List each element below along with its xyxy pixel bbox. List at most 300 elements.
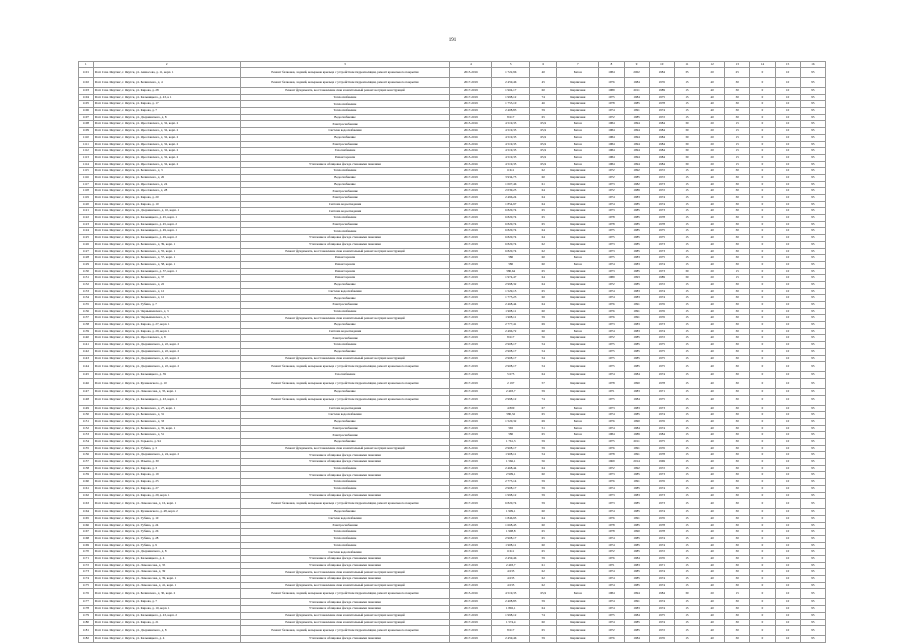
table-cell: 30 (725, 388, 750, 395)
table-cell: 1978 (599, 221, 624, 228)
table-cell: 62 (530, 582, 557, 589)
table-cell: 0 (750, 308, 775, 315)
table-cell: 1976 (649, 556, 674, 563)
table-cell: 10 (775, 208, 800, 215)
table-cell: Теплоснабжение (240, 479, 450, 486)
table-cell: 1 908,11 (492, 308, 530, 315)
table-cell: 40 (700, 181, 725, 188)
table-cell: 95 (800, 499, 825, 509)
table-cell: 1991 (624, 452, 649, 459)
table-row (79, 161, 826, 168)
table-cell: 0 (750, 101, 775, 108)
table-cell: 1974 (649, 328, 674, 335)
table-cell: 1985 (624, 335, 649, 342)
table-cell: 10 (775, 362, 800, 372)
table-cell: 95 (800, 582, 825, 589)
table-cell: 0 (750, 556, 775, 563)
table-cell: 60 (530, 261, 557, 268)
table-cell: 2 908,17 (492, 535, 530, 542)
table-cell: 1135 (79, 302, 94, 309)
table-cell: 1133 (79, 288, 94, 295)
table-cell: Респ Саха /Якутия/, г. Якутск, ул. Кальвицкого, д. 39 (93, 372, 240, 379)
table-cell: 1978 (649, 529, 674, 536)
table-cell: 1973 (649, 181, 674, 188)
table-cell: 6 820,74 (492, 221, 530, 228)
table-cell: 2017-2019 (450, 255, 492, 262)
table-cell: 2017-2019 (450, 195, 492, 202)
table-cell: 1973 (649, 492, 674, 499)
table-cell: 1974 (649, 425, 674, 432)
table-cell: Респ Саха /Якутия/, г. Якутск, ул. Ильича, д. 30 (93, 459, 240, 466)
table-cell: Респ Саха /Якутия/, г. Якутск, ул. Кирова, д. 29, корп. 1 (93, 492, 240, 499)
table-cell: 30 (725, 348, 750, 355)
table-cell: 30 (725, 355, 750, 362)
table-row (79, 606, 826, 613)
table-cell: 1972 (649, 335, 674, 342)
table-cell: 0 (750, 515, 775, 522)
table-cell: 95 (800, 492, 825, 499)
table-cell: 40 (700, 342, 725, 349)
table-cell: 1985 (624, 522, 649, 529)
table-cell: 1985 (624, 549, 649, 556)
table-cell: 1974 (649, 582, 674, 589)
table-row (79, 589, 826, 599)
table-cell: 1106 (79, 108, 94, 115)
table-cell: 95 (800, 241, 825, 248)
table-cell: 0 (750, 188, 775, 195)
table-cell: 59 (530, 445, 557, 452)
table-cell: 1154 (79, 439, 94, 446)
table-cell: 15 (674, 388, 699, 395)
table-cell: 0 (750, 626, 775, 636)
table-cell: 2017-2019 (450, 362, 492, 372)
table-cell: 1985 (624, 485, 649, 492)
table-cell: 15 (674, 108, 699, 115)
table-cell: 1985 (624, 348, 649, 355)
table-cell: 74 (530, 94, 557, 101)
table-cell: 54 (530, 362, 557, 372)
table-cell: 0 (750, 522, 775, 529)
table-cell: 10 (775, 348, 800, 355)
table-cell: 580 (492, 261, 530, 268)
table-cell: Респ Саха /Якутия/, г. Якутск, ул. Ярославского, д. 32, корп. 2 (93, 148, 240, 155)
table-cell: 40 (700, 88, 725, 95)
table-cell: Ремонт фундамента, восстановление сваи и капитальный ремонт несущих конструкций (240, 619, 450, 626)
table-cell: 2017-2019 (450, 308, 492, 315)
table-cell: 2015-2016 (450, 161, 492, 168)
table-cell: 15 (725, 121, 750, 128)
table-cell: 1 574,4 (492, 619, 530, 626)
table-cell: 15 (674, 515, 699, 522)
table-cell: Респ Саха /Якутия/, г. Якутск, ул. Кирова, д. 20 (93, 195, 240, 202)
table-cell: 1974 (599, 599, 624, 606)
table-cell: 2017-2019 (450, 228, 492, 235)
table-cell: 2017-2019 (450, 485, 492, 492)
table-cell: 40 (700, 255, 725, 262)
column-header: 7 (557, 62, 599, 68)
table-cell: 15 (674, 308, 699, 315)
table-cell: 30 (725, 472, 750, 479)
table-cell: Утепление и облицовка фасада стеновыми панелями (240, 241, 450, 248)
table-cell: 15 (674, 485, 699, 492)
table-row (79, 499, 826, 509)
table-row (79, 388, 826, 395)
table-cell: 2 468,44 (492, 302, 530, 309)
table-cell: 2017-2019 (450, 542, 492, 549)
table-cell: 2 908,17 (492, 348, 530, 355)
table-cell: Кирпичная (557, 599, 599, 606)
table-cell: 15 (674, 355, 699, 362)
table-cell: 10 (775, 465, 800, 472)
table-cell: 1122 (79, 215, 94, 222)
table-cell: 15 (725, 154, 750, 161)
table-cell: 1105 (79, 101, 94, 108)
table-cell: Респ Саха /Якутия/, г. Якутск, ул. Кальвицкого, д. 43, корп. 1 (93, 395, 240, 405)
table-cell: 1144 (79, 362, 94, 372)
table-cell: 0 (750, 432, 775, 439)
table-row (79, 445, 826, 452)
table-cell: 1984 (599, 589, 624, 599)
table-cell: 2017-2019 (450, 439, 492, 446)
table-cell: 1994 (624, 134, 649, 141)
table-cell: 30 (674, 141, 699, 148)
table-cell: 1985 (624, 626, 649, 636)
table-cell: Респ Саха /Якутия/, г. Якутск, ул. Аммосова, д. 11, корп. 1 (93, 68, 240, 78)
table-cell: 1989 (649, 88, 674, 95)
table-cell: 64 (530, 302, 557, 309)
table-cell: 1179 (79, 612, 94, 619)
table-cell: 65 (530, 432, 557, 439)
table-cell: 0 (750, 372, 775, 379)
table-row (79, 576, 826, 583)
table-cell: 1181 (79, 626, 94, 636)
table-cell: 30 (725, 425, 750, 432)
table-cell: 8 617 (492, 335, 530, 342)
table-cell: 1978 (599, 522, 624, 529)
table-cell: Теплоснабжение (240, 101, 450, 108)
table-cell: 1974 (599, 606, 624, 613)
table-cell: 10 (775, 235, 800, 242)
table-cell: 15 (674, 556, 699, 563)
table-cell: 1993 (624, 275, 649, 282)
table-cell: 40 (700, 445, 725, 452)
table-cell: 1974 (599, 619, 624, 626)
table-cell: 10 (775, 542, 800, 549)
table-cell: 10 (775, 619, 800, 626)
table-cell: 1983 (624, 255, 649, 262)
table-cell: 2 909,1 (492, 472, 530, 479)
table-cell: 1974 (599, 195, 624, 202)
table-cell: Система водоснабжения (240, 412, 450, 419)
table-cell: 2017-2019 (450, 606, 492, 613)
table-cell: 15 (674, 88, 699, 95)
table-cell: 1973 (599, 472, 624, 479)
table-cell: 1985 (624, 542, 649, 549)
table-cell: 2 459,46 (492, 636, 530, 643)
table-row (79, 221, 826, 228)
table-cell: 1975 (649, 235, 674, 242)
table-cell: 1174 (79, 576, 94, 583)
table-cell: 95 (800, 479, 825, 486)
table-cell: 1976 (599, 445, 624, 452)
table-cell: 1994 (624, 141, 649, 148)
table-cell: 15 (674, 295, 699, 302)
table-cell: 10 (775, 479, 800, 486)
table-cell: 1972 (649, 188, 674, 195)
table-cell: Респ Саха /Якутия/, г. Якутск, ул. Белинского, д. 3 (93, 168, 240, 175)
table-cell: 0 (750, 268, 775, 275)
table-cell: 1985 (624, 355, 649, 362)
table-cell: 95 (800, 215, 825, 222)
table-cell: 0 (750, 235, 775, 242)
table-cell: 1159 (79, 472, 94, 479)
table-cell: 1142 (79, 348, 94, 355)
table-cell: Электроснабжение (240, 188, 450, 195)
table-cell: 2015-2016 (450, 68, 492, 78)
table-cell: 2017-2019 (450, 241, 492, 248)
table-cell: 30 (725, 295, 750, 302)
table-cell: 60 (530, 255, 557, 262)
table-cell: 1972 (599, 188, 624, 195)
table-cell: 15 (674, 472, 699, 479)
table-cell: Респ Саха /Якутия/, г. Якутск, ул. Дзержинского, д. 8 (93, 114, 240, 121)
table-cell: 1990 (624, 529, 649, 536)
table-row (79, 395, 826, 405)
table-cell: 1975 (649, 94, 674, 101)
table-cell: 40 (700, 479, 725, 486)
table-cell: 30 (725, 418, 750, 425)
table-cell: 1985 (624, 241, 649, 248)
table-cell: Кирпичная (557, 208, 599, 215)
table-cell: 0 (750, 362, 775, 372)
table-cell: Утепление и облицовка фасада стеновыми панелями (240, 492, 450, 499)
table-cell: 0 (750, 168, 775, 175)
table-cell: Система водоснабжения (240, 549, 450, 556)
table-cell: 2017-2019 (450, 465, 492, 472)
table-cell: Бетон (557, 154, 599, 161)
table-cell: 1983 (624, 606, 649, 613)
table-cell: 40 (700, 241, 725, 248)
table-cell: 1153 (79, 432, 94, 439)
table-cell: 30 (725, 492, 750, 499)
table-cell: 2017-2019 (450, 522, 492, 529)
table-cell: Кирпичная (557, 485, 599, 492)
table-cell: Кирпичная (557, 362, 599, 372)
table-cell: 30 (725, 88, 750, 95)
table-cell: 1991 (624, 108, 649, 115)
table-cell: Респ Саха /Якутия/, г. Якутск, ул. Кулаковского, д. 48, корп. 2 (93, 509, 240, 516)
table-cell: 2 908,17 (492, 355, 530, 362)
table-cell: 1978 (599, 529, 624, 536)
table-cell: 95 (800, 576, 825, 583)
table-cell: 1985 (624, 342, 649, 349)
table-cell: 2017-2019 (450, 499, 492, 509)
table-cell: Бетон (557, 148, 599, 155)
table-cell: Кирпичная (557, 542, 599, 549)
table-cell: 1973 (649, 499, 674, 509)
table-cell: 40 (700, 215, 725, 222)
table-cell: 15 (674, 288, 699, 295)
table-cell: 40 (700, 472, 725, 479)
table-cell: 15 (674, 562, 699, 569)
table-cell: 1994 (624, 148, 649, 155)
table-cell: 2017-2019 (450, 372, 492, 379)
table-cell: 1978 (599, 452, 624, 459)
table-cell: 10 (775, 576, 800, 583)
table-cell: 0 (750, 154, 775, 161)
table-cell: Респ Саха /Якутия/, г. Якутск, ул. Ломоносова, д. 35, корп. 1 (93, 388, 240, 395)
column-header: 8 (599, 62, 624, 68)
table-row (79, 348, 826, 355)
table-row (79, 228, 826, 235)
table-cell: Утепление и облицовка фасада стеновыми панелями (240, 599, 450, 606)
table-cell: 1976 (599, 78, 624, 88)
table-cell: 1177 (79, 599, 94, 606)
table-cell: 1 998,12 (492, 94, 530, 101)
table-cell: Респ Саха /Якутия/, г. Якутск, ул. Губина, д. 7 (93, 302, 240, 309)
table-cell: 0 (750, 78, 775, 88)
table-cell: 2017-2019 (450, 88, 492, 95)
table-cell: 10 (775, 134, 800, 141)
table-cell: 95 (800, 201, 825, 208)
table-cell: Бетон (557, 161, 599, 168)
table-cell: 0 (750, 302, 775, 309)
table-cell: Респ Саха /Якутия/, г. Якутск, ул. Белинского, д. 51 (93, 432, 240, 439)
table-cell: 30 (725, 556, 750, 563)
table-cell: 1989 (599, 88, 624, 95)
table-row (79, 412, 826, 419)
table-row (79, 335, 826, 342)
table-cell: 2017-2019 (450, 201, 492, 208)
table-cell: 0 (750, 509, 775, 516)
table-cell: 10 (775, 322, 800, 329)
table-cell: 1991 (624, 308, 649, 315)
table-cell: 65,9 (530, 121, 557, 128)
table-cell: Кирпичная (557, 288, 599, 295)
table-cell: 65 (530, 288, 557, 295)
table-cell: 1 668,45 (492, 522, 530, 529)
table-cell: 1985 (624, 281, 649, 288)
table-cell: 6 820,74 (492, 215, 530, 222)
table-cell: 2017-2019 (450, 288, 492, 295)
table-cell: 65 (530, 412, 557, 419)
table-cell: 0 (750, 418, 775, 425)
table-cell: 1163 (79, 499, 94, 509)
table-cell: 60 (530, 295, 557, 302)
table-cell: Бетон (557, 134, 599, 141)
table-cell: 1978 (649, 378, 674, 388)
table-cell: 40 (700, 529, 725, 536)
table-cell: 15 (674, 362, 699, 372)
table-cell: Электроснабжение (240, 335, 450, 342)
table-cell: 2015-2016 (450, 134, 492, 141)
table-cell: 1989 (599, 275, 624, 282)
table-cell: Кирпичная (557, 195, 599, 202)
table-cell: 1985 (624, 576, 649, 583)
table-cell: 1974 (599, 569, 624, 576)
table-cell: 95 (800, 522, 825, 529)
table-cell: 1973 (599, 268, 624, 275)
table-cell: 1972 (649, 114, 674, 121)
table-cell: 10 (775, 295, 800, 302)
table-cell: 1990 (624, 378, 649, 388)
table-cell: Кирпичная (557, 606, 599, 613)
table-cell: Кирпичная (557, 335, 599, 342)
table-cell: 1984 (624, 78, 649, 88)
table-cell: 580,32 (492, 412, 530, 419)
table-cell: 1983 (624, 562, 649, 569)
table-row (79, 235, 826, 242)
table-cell: 54 (530, 342, 557, 349)
table-body (79, 68, 826, 643)
table-row (79, 569, 826, 576)
table-cell: 95 (800, 485, 825, 492)
table-cell: Респ Саха /Якутия/, г. Якутск, ул. Ярославского, д. 32, корп. 2 (93, 154, 240, 161)
table-cell: Респ Саха /Якутия/, г. Якутск, ул. Дзержинского, д. 22, корп. 2 (93, 342, 240, 349)
table-cell: 2017-2019 (450, 569, 492, 576)
table-cell: 1974 (649, 108, 674, 115)
table-cell: Электроснабжение (240, 121, 450, 128)
table-cell: 95 (800, 68, 825, 78)
table-cell: 10 (775, 412, 800, 419)
table-cell: 40 (700, 322, 725, 329)
table-cell: Кирпичная (557, 108, 599, 115)
table-cell: Водоснабжение (240, 439, 450, 446)
table-cell: 64 (530, 515, 557, 522)
table-cell: 1 904,17 (492, 88, 530, 95)
table-cell: 15 (674, 241, 699, 248)
table-cell: 0 (750, 479, 775, 486)
table-cell: 1102 (79, 78, 94, 88)
table-cell: 2017-2019 (450, 395, 492, 405)
table-cell: Кирпичная (557, 188, 599, 195)
table-cell: 2017-2019 (450, 599, 492, 606)
table-cell: 65 (530, 529, 557, 536)
table-cell: 1974 (599, 201, 624, 208)
table-cell: 1983 (624, 405, 649, 412)
table-cell: 1162 (79, 492, 94, 499)
table-cell: Электроснабжение (240, 302, 450, 309)
table-cell: 15 (674, 174, 699, 181)
table-cell: 74 (530, 612, 557, 619)
table-cell: 1994 (624, 128, 649, 135)
table-cell: 1983 (624, 195, 649, 202)
table-cell: 2015-2016 (450, 121, 492, 128)
table-cell: 40 (700, 562, 725, 569)
table-cell: 59 (530, 108, 557, 115)
table-cell: 1114 (79, 161, 94, 168)
table-cell: 30 (725, 515, 750, 522)
table-cell: 62 (530, 241, 557, 248)
table-cell: Теплоснабжение (240, 228, 450, 235)
table-cell: Система водоотведения (240, 405, 450, 412)
table-cell: 30 (725, 208, 750, 215)
table-cell: 1994 (624, 121, 649, 128)
table-cell: 30 (725, 599, 750, 606)
table-cell: 1107 (79, 114, 94, 121)
table-cell: 15 (674, 315, 699, 322)
table-cell: 1973 (649, 208, 674, 215)
table-cell: Респ Саха /Якутия/, г. Якутск, ул. Ярославского, д. 8 (93, 335, 240, 342)
table-cell: 15 (674, 509, 699, 516)
table-cell: 2017-2019 (450, 168, 492, 175)
table-cell: 30 (725, 174, 750, 181)
table-cell: 25 (725, 68, 750, 78)
table-cell: 4 519,35 (492, 589, 530, 599)
table-cell: 10 (775, 288, 800, 295)
table-cell: 0 (750, 228, 775, 235)
table-cell: Респ Саха /Якутия/, г. Якутск, ул. Белинского, д. 57, корп. 1 (93, 255, 240, 262)
